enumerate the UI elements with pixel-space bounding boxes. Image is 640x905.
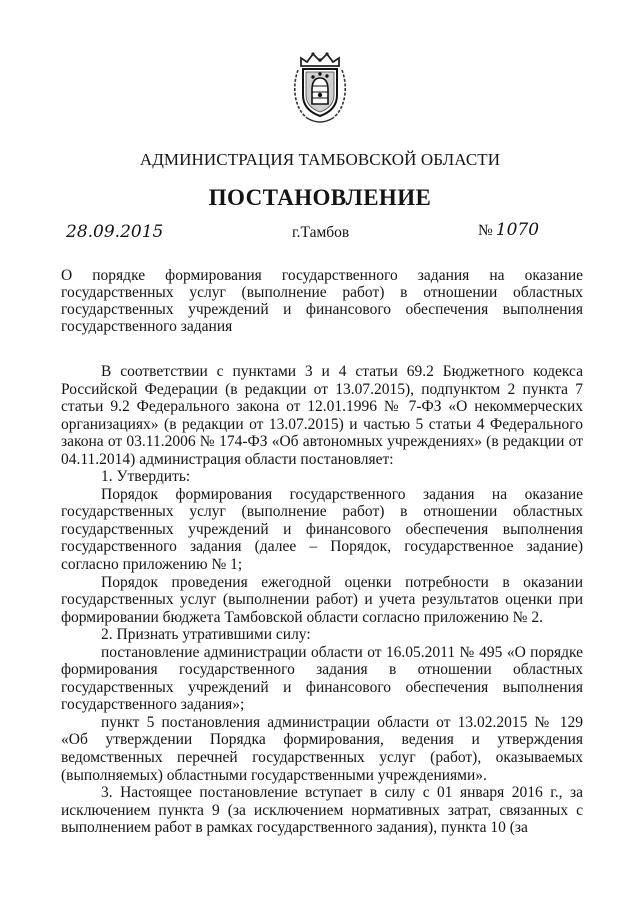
document-number: 1070: [495, 220, 540, 240]
paragraph-item-2: 2. Признать утратившими силу:: [101, 626, 311, 644]
paragraph-item-1-order-1: Порядок формирования государственного задания на оказание государственных услуг (выполнение работ) в отношении областных государственных учреждений и финансового обеспечения выполнения государственного задания (далее – Порядок, государственное задание) согласно приложению № 1;: [61, 485, 583, 574]
organization-title: АДМИНИСТРАЦИЯ ТАМБОВСКОЙ ОБЛАСТИ: [139, 150, 501, 169]
paragraph-item-1: 1. Утвердить:: [101, 468, 191, 486]
document-type-title: ПОСТАНОВЛЕНИЕ: [208, 185, 432, 210]
paragraph-item-3: 3. Настоящее постановление вступает в силу с 01 января 2016 г., за исключением пункта 9 (за исключением нормативных затрат, связанных с выполнением работ в рамках государственного задания), пункта 10 (за: [61, 784, 583, 837]
document-city: г.Тамбов: [292, 224, 350, 241]
number-prefix: №: [478, 222, 493, 239]
paragraph-item-2-repeal-1: постановление администрации области от 16.05.2011 № 495 «О порядке формирования государственного задания в отношении областных государственных учреждений и финансового обеспечения выполнения государственного задания»;: [61, 643, 583, 714]
document-subject: О порядке формирования государственного задания на оказание государственных услуг (выполнение работ) в отношении областных государственных учреждений и финансового обеспечения выполнения государственного задания: [61, 267, 583, 335]
paragraph-preamble: В соответствии с пунктами 3 и 4 статьи 69.2 Бюджетного кодекса Российской Федерации (в редакции от 13.07.2015), подпунктом 2 пункта 7 статьи 9.2 Федерального закона от 12.01.1996 № 7-ФЗ «О некоммерческих организациях» (в редакции от 13.07.2015) и частью 5 статьи 4 Федерального закона от 03.11.2006 № 174-ФЗ «Об автономных учреждениях» (в редакции от 04.11.2014) администрация области постановляет:: [61, 363, 583, 468]
document-number-block: [478, 220, 539, 240]
document-body: [61, 363, 583, 837]
document-date: 28.09.2015: [66, 222, 164, 242]
paragraph-item-1-order-2: Порядок проведения ежегодной оценки потребности в оказании государственных услуг (выполнении работ) и учета результатов оценки при формировании бюджета Тамбовской области согласно приложению № 2.: [61, 573, 583, 626]
coat-of-arms-icon: [292, 50, 348, 126]
paragraph-item-2-repeal-2: пункт 5 постановления администрации области от 13.02.2015 № 129 «Об утверждении Порядка формирования, ведения и утверждения ведомственных перечней государственных услуг (работ), оказываемых (выполняемых) областными государственными учреждениями».: [61, 713, 583, 784]
